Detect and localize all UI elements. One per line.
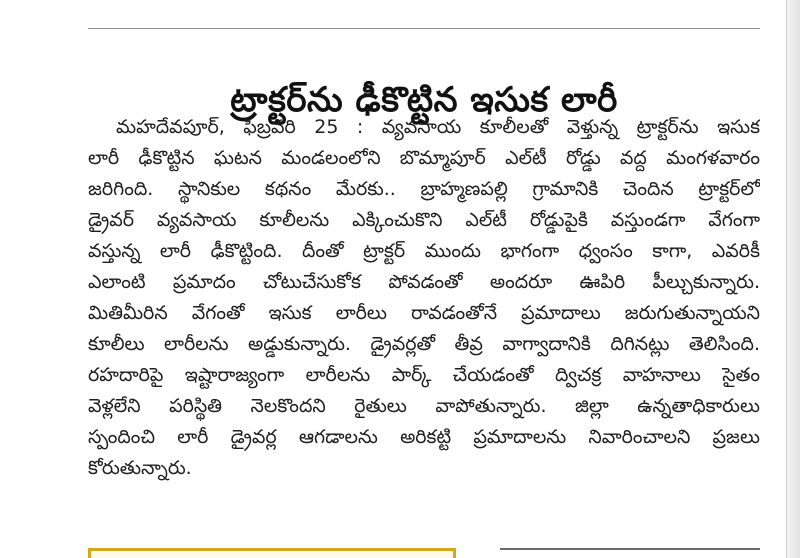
- article-line: రహదారిపై ఇష్టారాజ్యంగా లారీలను పార్క్ చేయడంతో ద్విచక్ర వాహనాలు సైతం: [88, 364, 760, 386]
- article-headline: ట్రాక్టర్‌ను ఢీకొట్టిన ఇసుక లారీ: [230, 79, 618, 120]
- article-line: జరిగింది. స్థానికుల కథనం మేరకు.. బ్రాహ్మణపల్లి గ్రామానికి చెందిన ట్రాక్టర్‌లో: [88, 178, 760, 200]
- section-divider: [88, 28, 760, 29]
- next-article-box: [88, 548, 456, 558]
- article-body: [88, 112, 760, 484]
- article-line: డ్రైవర్ వ్యవసాయ కూలీలను ఎక్కించుకొని ఎల్‌టీ రోడ్డుపైకి వస్తుండగా వేగంగా: [88, 209, 760, 231]
- article-line: స్పందించి లారీ డ్రైవర్ల ఆగడాలను అరికట్టి ప్రమాదాలను నివారించాలని ప్రజలు: [88, 426, 760, 448]
- article-line: కూలీలు లారీలను అడ్డుకున్నారు. డ్రైవర్లతో తీవ్ర వాగ్వాదానికి దిగినట్లు తెలిసింది.: [88, 333, 760, 355]
- article-line: కోరుతున్నారు.: [88, 457, 192, 479]
- article-line: లారీ ఢీకొట్టిన ఘటన మండలంలోని బొమ్మాపూర్ ఎల్‌టీ రోడ్డు వద్ద మంగళవారం: [88, 147, 760, 169]
- article-line: మితిమీరిన వేగంతో ఇసుక లారీలు రావడంతోనే ప్రమాదాలు జరుగుతున్నాయని: [88, 302, 760, 324]
- article-line: వెళ్లలేని పరిస్థితి నెలకొందని రైతులు వాపోతున్నారు. జిల్లా ఉన్నతాధికారులు: [88, 395, 760, 417]
- next-section-divider: [500, 548, 760, 550]
- previous-article-fragment: [0, 0, 800, 8]
- article-line: మహదేవపూర్, ఫిబ్రవరి 25 : వ్యవసాయ కూలీలతో వెళ్తున్న ట్రాక్టర్‌ను ఇసుక: [116, 116, 760, 138]
- article-line: వస్తున్న లారీ ఢీకొట్టింది. దీంతో ట్రాక్టర్ ముందు భాగంగా ధ్వంసం కాగా, ఎవరికీ: [88, 240, 760, 262]
- page-edge-shadow: [787, 0, 800, 558]
- article-line: ఎలాంటి ప్రమాదం చోటుచేసుకోక పోవడంతో అందరూ ఊపిరి పీల్చుకున్నారు.: [88, 271, 760, 293]
